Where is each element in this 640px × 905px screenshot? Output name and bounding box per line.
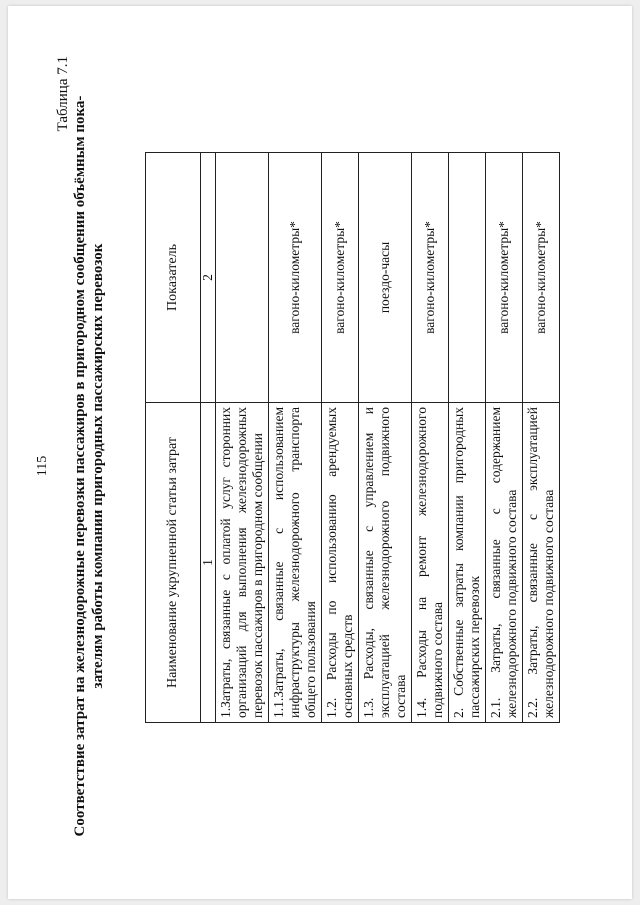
header-row (146, 153, 201, 723)
table-row (486, 153, 523, 723)
rotated-content (33, 56, 633, 876)
header-cost-item: Наименование укрупненной статьи затрат (146, 403, 201, 723)
column-number: 1 (201, 403, 216, 723)
cost-item-cell: 1.1.Затраты, связанные с использованием инфраструктуры железнодорожного транспорта общего пользования (269, 403, 322, 723)
column-number-row (201, 153, 216, 723)
page-number: 115 (35, 455, 50, 477)
indicator-cell (449, 153, 486, 403)
indicator-cell: вагоно-километры* (523, 153, 560, 403)
table-title (71, 56, 107, 876)
cost-item-cell: 2. Собственные затраты компании пригородных пассажирских перевозок (449, 403, 486, 723)
header-indicator: Показатель (146, 153, 201, 403)
indicator-cell (216, 153, 269, 403)
table-row (412, 153, 449, 723)
indicator-cell: вагоно-километры* (412, 153, 449, 403)
column-number: 2 (201, 153, 216, 403)
indicator-cell: вагоно-километры* (269, 153, 322, 403)
cost-item-cell: 1.4. Расходы на ремонт железнодорожного подвижного состава (412, 403, 449, 723)
table-row (523, 153, 560, 723)
indicator-cell: вагоно-километры* (486, 153, 523, 403)
table-title-line-1: Соответствие затрат на железнодорожные перевозки пассажиров в пригородном сообщении объёмным пока- (72, 95, 88, 837)
cost-item-cell: 2.1. Затраты, связанные с содержанием железнодорожного подвижного состава (486, 403, 523, 723)
table-row (322, 153, 359, 723)
cost-item-cell: 1.2. Расходы по использованию арендуемых основных средств (322, 403, 359, 723)
table-row (269, 153, 322, 723)
table-row (449, 153, 486, 723)
cost-item-cell: 2.2. Затраты, связанные с эксплуатацией железнодорожного подвижного состава (523, 403, 560, 723)
table-row (216, 153, 269, 723)
indicator-cell: вагоно-километры* (322, 153, 359, 403)
indicator-cell: поездо-часы (359, 153, 412, 403)
table-label: Таблица 7.1 (55, 56, 71, 132)
table-title-line-2: зателям работы компании пригородных пассажирских перевозок (90, 243, 106, 689)
document-page (8, 6, 632, 899)
cost-item-cell: 1.3. Расходы, связанные с управлением и эксплуатацией железнодорожного подвижного состава (359, 403, 412, 723)
table-row (359, 153, 412, 723)
cost-table (145, 152, 560, 723)
cost-item-cell: 1.Затраты, связанные с оплатой услуг сторонних организаций для выполнения железнодорожных перевозок пассажиров в пригородном сообщении (216, 403, 269, 723)
